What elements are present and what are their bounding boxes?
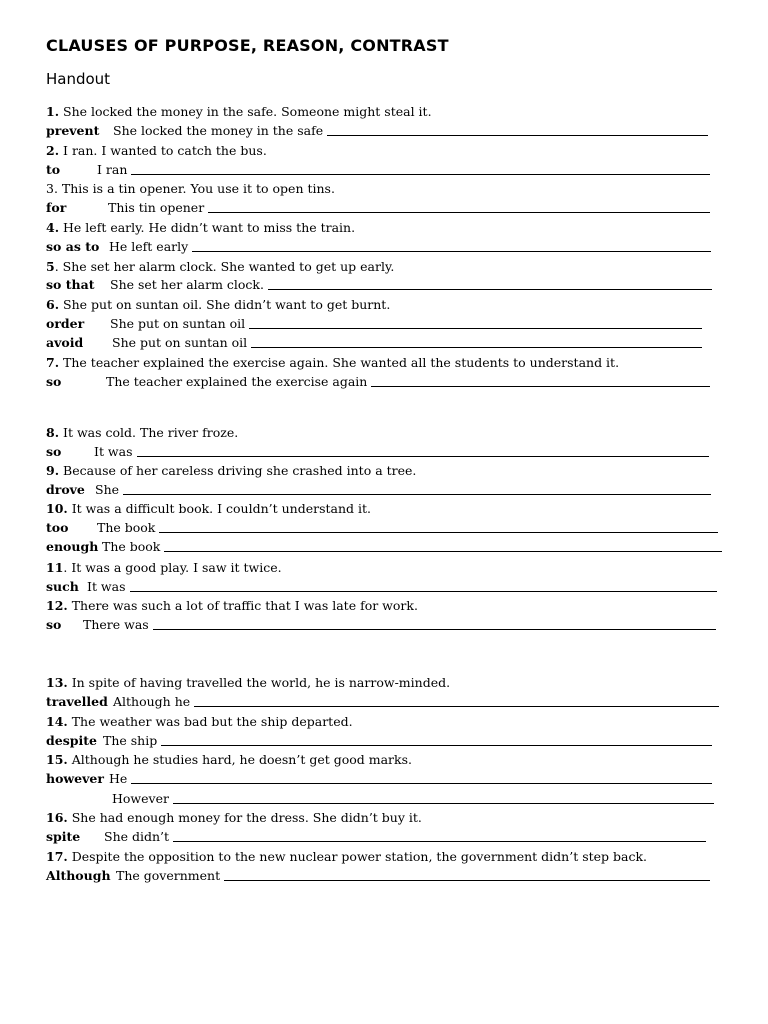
exercise-number: 12. [46,598,68,613]
answer-blank[interactable] [251,347,702,348]
exercise-sentence: He left early. He didn’t want to miss the train. [59,220,356,235]
sentence-stem: However [112,791,169,806]
answer-row [46,314,736,333]
keyword: for [46,200,67,215]
exercise-question [46,461,416,480]
exercise-question [46,499,371,518]
answer-row [46,577,736,596]
answer-row [46,237,736,256]
answer-blank[interactable] [249,328,702,329]
answer-row [46,827,736,846]
keyword: spite [46,829,81,844]
answer-row [46,160,736,179]
sentence-stem: She didn’t [104,829,170,844]
exercise-number: 14. [46,714,68,729]
answer-row [46,275,736,294]
sentence-stem: The teacher explained the exercise again [106,374,368,389]
keyword: so [46,444,62,459]
exercise-sentence: In spite of having travelled the world, he is narrow-minded. [67,675,451,690]
answer-row [46,480,736,499]
answer-blank[interactable] [224,880,710,881]
exercise-sentence: . She set her alarm clock. She wanted to get up early. [54,259,395,274]
sentence-stem: The government [116,868,221,883]
keyword: so as to [46,239,100,254]
exercise-sentence: The teacher explained the exercise again. She wanted all the students to understand it. [59,355,620,370]
sentence-stem: The book [102,539,161,554]
exercise-number: 4. [46,220,60,235]
answer-blank[interactable] [159,532,718,533]
sentence-stem: There was [83,617,149,632]
answer-blank[interactable] [123,494,711,495]
exercise-number: 6. [46,297,60,312]
sentence-stem: The book [97,520,156,535]
answer-row [46,731,736,750]
answer-blank[interactable] [371,386,710,387]
answer-blank[interactable] [173,841,706,842]
exercise-sentence: It was a difficult book. I couldn’t understand it. [67,501,372,516]
exercise-number: 17. [46,849,68,864]
answer-blank[interactable] [137,456,709,457]
answer-row [46,789,736,808]
exercise-question [46,673,450,692]
exercise-sentence: She put on suntan oil. She didn’t want to get burnt. [59,297,391,312]
answer-row [46,866,736,885]
keyword: so [46,374,62,389]
exercise-question [46,712,353,731]
exercise-number: 8. [46,425,60,440]
exercise-question [46,179,335,198]
sentence-stem: This tin opener [108,200,205,215]
exercise-question [46,847,647,866]
exercise-sentence: She locked the money in the safe. Someone might steal it. [59,104,432,119]
answer-blank[interactable] [153,629,716,630]
sentence-stem: She put on suntan oil [112,335,248,350]
exercise-question [46,596,418,615]
sentence-stem: It was [94,444,133,459]
keyword: to [46,162,61,177]
answer-row [46,615,736,634]
sentence-stem: The ship [103,733,158,748]
handout-subtitle: Handout [46,70,111,88]
sentence-stem: I ran [97,162,128,177]
exercise-question [46,558,282,577]
exercise-question [46,353,619,372]
keyword: order [46,316,85,331]
sentence-stem: She locked the money in the safe [113,123,324,138]
sentence-stem: He left early [109,239,189,254]
answer-blank[interactable] [192,251,711,252]
exercise-number: 7. [46,355,60,370]
answer-row [46,121,736,140]
sentence-stem: She [95,482,120,497]
keyword: enough [46,539,99,554]
sentence-stem: He [109,771,128,786]
exercise-number: 1. [46,104,60,119]
exercise-sentence: . It was a good play. I saw it twice. [63,560,282,575]
exercise-sentence: Although he studies hard, he doesn’t get good marks. [67,752,412,767]
exercise-number: 13. [46,675,68,690]
answer-row [46,537,736,556]
exercise-sentence: She had enough money for the dress. She didn’t buy it. [67,810,422,825]
answer-blank[interactable] [131,783,712,784]
exercise-sentence: There was such a lot of traffic that I was late for work. [67,598,418,613]
answer-blank[interactable] [164,551,722,552]
answer-blank[interactable] [130,591,717,592]
sentence-stem: Although he [113,694,191,709]
keyword: prevent [46,123,100,138]
keyword: Although [46,868,111,883]
keyword: drove [46,482,85,497]
exercise-question [46,295,390,314]
exercise-question [46,257,394,276]
keyword: travelled [46,694,108,709]
exercise-sentence: Despite the opposition to the new nuclear power station, the government didn’t step back. [67,849,648,864]
page-title: CLAUSES OF PURPOSE, REASON, CONTRAST [46,36,449,55]
exercise-number: 3. [46,181,58,196]
exercise-sentence: I ran. I wanted to catch the bus. [59,143,267,158]
answer-blank[interactable] [327,135,708,136]
answer-row [46,372,736,391]
exercise-number: 15. [46,752,68,767]
answer-row [46,518,736,537]
keyword: however [46,771,104,786]
exercise-question [46,423,238,442]
exercise-number: 9. [46,463,60,478]
answer-row [46,333,736,352]
exercise-number: 11 [46,560,64,575]
exercise-number: 2. [46,143,60,158]
keyword: despite [46,733,97,748]
exercise-sentence: Because of her careless driving she crashed into a tree. [59,463,417,478]
answer-row [46,198,736,217]
answer-row [46,442,736,461]
exercise-sentence: It was cold. The river froze. [59,425,239,440]
exercise-question [46,218,355,237]
exercise-number: 5 [46,259,55,274]
answer-row [46,769,736,788]
keyword: so that [46,277,95,292]
keyword: such [46,579,79,594]
keyword: avoid [46,335,84,350]
answer-blank[interactable] [161,745,712,746]
keyword: too [46,520,69,535]
exercise-sentence: This is a tin opener. You use it to open tins. [57,181,335,196]
exercise-question [46,750,412,769]
answer-row [46,692,736,711]
answer-blank[interactable] [173,803,714,804]
sentence-stem: She put on suntan oil [110,316,246,331]
exercise-number: 10. [46,501,68,516]
sentence-stem: It was [87,579,126,594]
exercise-number: 16. [46,810,68,825]
exercise-question [46,808,422,827]
answer-blank[interactable] [194,706,719,707]
sentence-stem: She set her alarm clock. [110,277,264,292]
answer-blank[interactable] [131,174,710,175]
answer-blank[interactable] [208,212,710,213]
exercise-question [46,102,432,121]
answer-blank[interactable] [268,289,712,290]
keyword: so [46,617,62,632]
exercise-sentence: The weather was bad but the ship departed. [67,714,353,729]
exercise-question [46,141,267,160]
